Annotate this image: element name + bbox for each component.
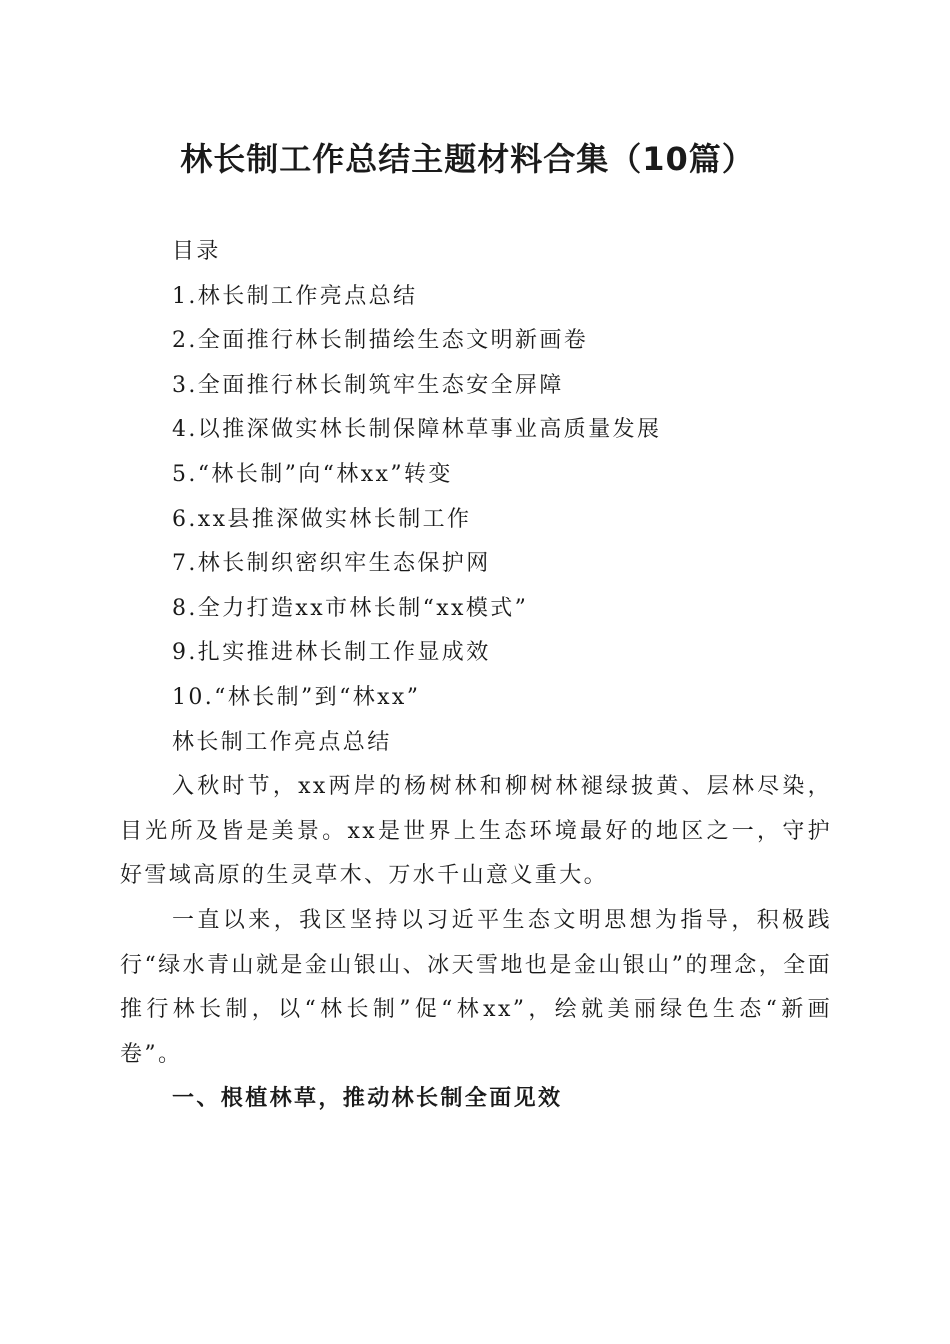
toc-item: 7.林长制织密织牢生态保护网 bbox=[172, 551, 491, 577]
toc-item: 3.全面推行林长制筑牢生态安全屏障 bbox=[172, 372, 564, 398]
toc-item: 5.“林长制”向“林xx”转变 bbox=[172, 461, 453, 487]
toc-item: 10.“林长制”到“林xx” bbox=[172, 684, 421, 710]
toc-item: 1.林长制工作亮点总结 bbox=[172, 283, 418, 309]
toc-item: 6.xx县推深做实林长制工作 bbox=[172, 506, 472, 532]
body-paragraph: 入秋时节，xx两岸的杨树林和柳树林褪绿披黄、层林尽染，目光所及皆是美景。xx是世界上生态环境最好的地区之一，守护好雪域高原的生灵草木、万水千山意义重大。 bbox=[120, 774, 832, 889]
toc-item: 9.扎实推进林长制工作显成效 bbox=[172, 640, 491, 666]
toc-item: 8.全力打造xx市林长制“xx模式” bbox=[172, 595, 529, 621]
toc-item: 4.以推深做实林长制保障林草事业高质量发展 bbox=[172, 417, 662, 443]
document-title: 林长制工作总结主题材料合集（10篇） bbox=[180, 140, 755, 178]
section-title: 林长制工作亮点总结 bbox=[172, 729, 392, 755]
table-of-contents bbox=[120, 275, 832, 721]
toc-item: 2.全面推行林长制描绘生态文明新画卷 bbox=[172, 328, 589, 354]
section-heading: 一、根植林草，推动林长制全面见效 bbox=[172, 1086, 563, 1112]
toc-label: 目录 bbox=[172, 239, 221, 264]
document-body bbox=[120, 230, 832, 1122]
body-paragraph: 一直以来，我区坚持以习近平生态文明思想为指导，积极践行“绿水青山就是金山银山、冰天雪地也是金山银山”的理念，全面推行林长制，以“林长制”促“林xx”，绘就美丽绿色生态“新画卷”。 bbox=[120, 907, 832, 1067]
